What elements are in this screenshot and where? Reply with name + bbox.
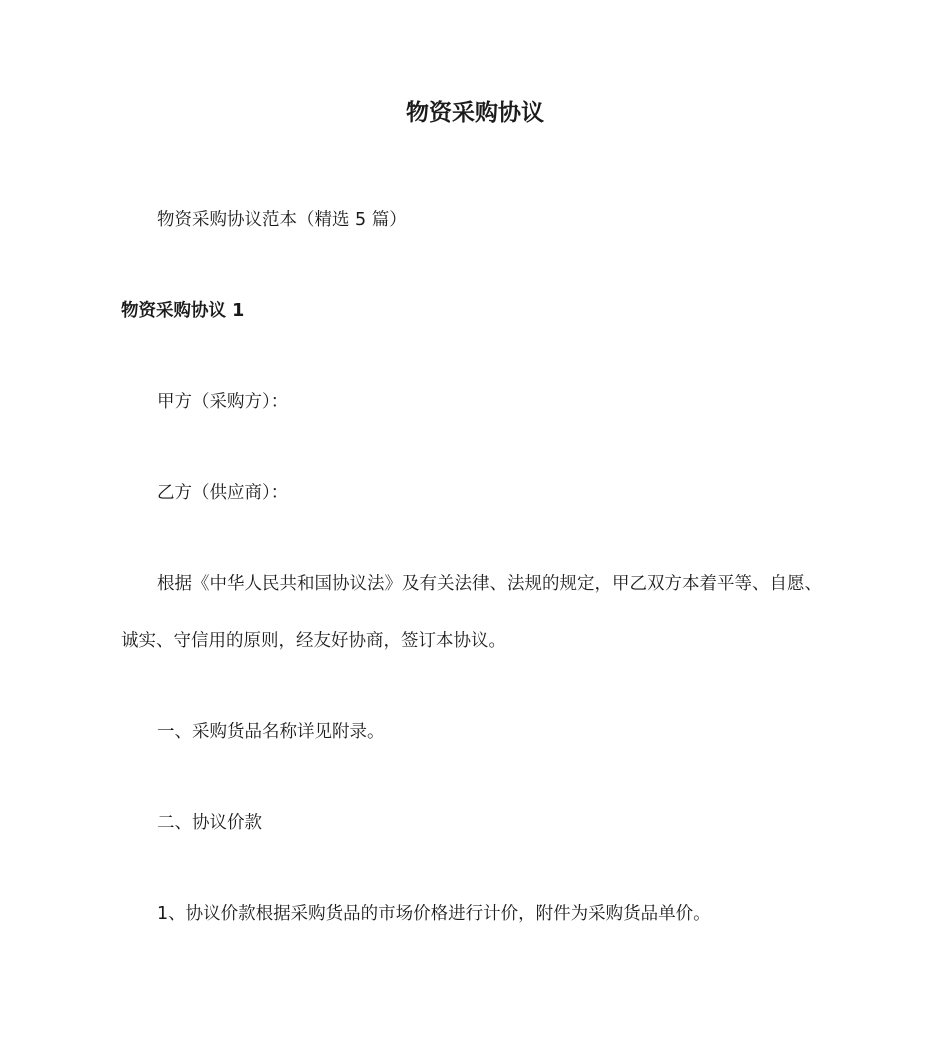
section-heading: 物资采购协议 1 bbox=[121, 301, 245, 321]
intro-paragraph-line-2: 诚实、守信用的原则，经友好协商，签订本协议。 bbox=[121, 631, 506, 651]
party-a-line: 甲方（采购方）： bbox=[157, 392, 289, 412]
document-subtitle: 物资采购协议范本（精选 5 篇） bbox=[157, 210, 407, 230]
clause-2-heading: 二、协议价款 bbox=[157, 813, 262, 833]
clause-2-item-1: 1、协议价款根据采购货品的市场价格进行计价，附件为采购货品单价。 bbox=[157, 904, 711, 924]
document-title: 物资采购协议 bbox=[406, 100, 544, 126]
clause-1: 一、采购货品名称详见附录。 bbox=[157, 722, 385, 742]
intro-paragraph-line-1: 根据《中华人民共和国协议法》及有关法律、法规的规定，甲乙双方本着平等、自愿、 bbox=[157, 574, 822, 594]
party-b-line: 乙方（供应商）： bbox=[157, 483, 289, 503]
